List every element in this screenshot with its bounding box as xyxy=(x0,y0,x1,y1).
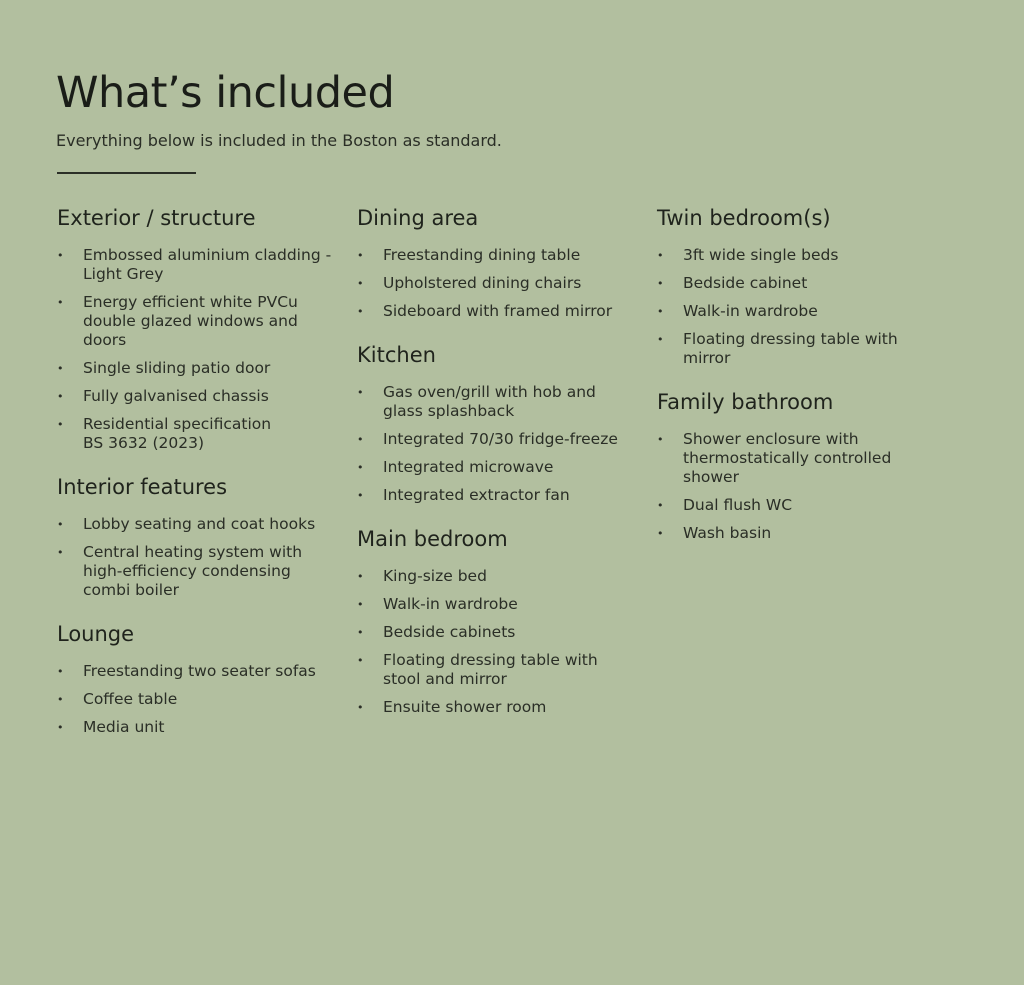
list-item: • Integrated extractor fan xyxy=(357,486,647,505)
list-item: • Central heating system with high-efficiency condensing combi boiler xyxy=(57,543,347,600)
list-item: • Bedside cabinets xyxy=(357,623,647,642)
page-title: What’s included xyxy=(56,68,395,118)
section-heading: Family bathroom xyxy=(657,390,834,414)
feature-column-1 xyxy=(57,204,347,757)
list-item: • Integrated 70/30 fridge-freeze xyxy=(357,430,647,449)
list-item: • Embossed aluminium cladding - Light Grey xyxy=(57,246,347,284)
list-item: • Ensuite shower room xyxy=(357,698,647,717)
list-item: • Fully galvanised chassis xyxy=(57,387,347,406)
section-heading: Main bedroom xyxy=(357,527,508,551)
list-item: • Coffee table xyxy=(57,690,347,709)
feature-list xyxy=(357,567,647,717)
section-kitchen xyxy=(357,341,647,505)
feature-list xyxy=(57,662,347,737)
list-item: • Dual flush WC xyxy=(657,496,947,515)
list-item: • Walk-in wardrobe xyxy=(357,595,647,614)
list-item: • Walk-in wardrobe xyxy=(657,302,947,321)
list-item: • King-size bed xyxy=(357,567,647,586)
section-heading: Dining area xyxy=(357,206,479,230)
section-twin-bedrooms xyxy=(657,204,947,368)
feature-column-2 xyxy=(357,204,647,737)
list-item: • Upholstered dining chairs xyxy=(357,274,647,293)
list-item: • Single sliding patio door xyxy=(57,359,347,378)
feature-list xyxy=(357,246,647,321)
list-item: • Sideboard with framed mirror xyxy=(357,302,647,321)
list-item: • Floating dressing table with stool and mirror xyxy=(357,651,647,689)
list-item: • Shower enclosure with thermostatically controlled shower xyxy=(657,430,947,487)
feature-list xyxy=(57,246,347,453)
feature-list xyxy=(357,383,647,505)
feature-list xyxy=(657,246,947,368)
section-heading: Twin bedroom(s) xyxy=(657,206,831,230)
feature-list xyxy=(57,515,347,600)
list-item: • Floating dressing table with mirror xyxy=(657,330,947,368)
list-item: • Media unit xyxy=(57,718,347,737)
section-main-bedroom xyxy=(357,525,647,717)
list-item: • Freestanding dining table xyxy=(357,246,647,265)
page-subtitle: Everything below is included in the Boston as standard. xyxy=(56,131,502,150)
list-item: • 3ft wide single beds xyxy=(657,246,947,265)
list-item: • Wash basin xyxy=(657,524,947,543)
list-item: • Gas oven/grill with hob and glass splashback xyxy=(357,383,647,421)
section-exterior-structure xyxy=(57,204,347,453)
section-family-bathroom xyxy=(657,388,947,543)
section-heading: Lounge xyxy=(57,622,135,646)
section-dining-area xyxy=(357,204,647,321)
list-item: • Integrated microwave xyxy=(357,458,647,477)
section-heading: Exterior / structure xyxy=(57,206,256,230)
section-lounge xyxy=(57,620,347,737)
section-heading: Interior features xyxy=(57,475,228,499)
list-item: • Energy efficient white PVCu double glazed windows and doors xyxy=(57,293,347,350)
section-interior-features xyxy=(57,473,347,600)
list-item: • Freestanding two seater sofas xyxy=(57,662,347,681)
title-divider xyxy=(57,172,196,174)
feature-list xyxy=(657,430,947,543)
feature-column-3 xyxy=(657,204,947,563)
list-item: • Bedside cabinet xyxy=(657,274,947,293)
section-heading: Kitchen xyxy=(357,343,436,367)
list-item: • Residential specification BS 3632 (2023) xyxy=(57,415,347,453)
list-item: • Lobby seating and coat hooks xyxy=(57,515,347,534)
